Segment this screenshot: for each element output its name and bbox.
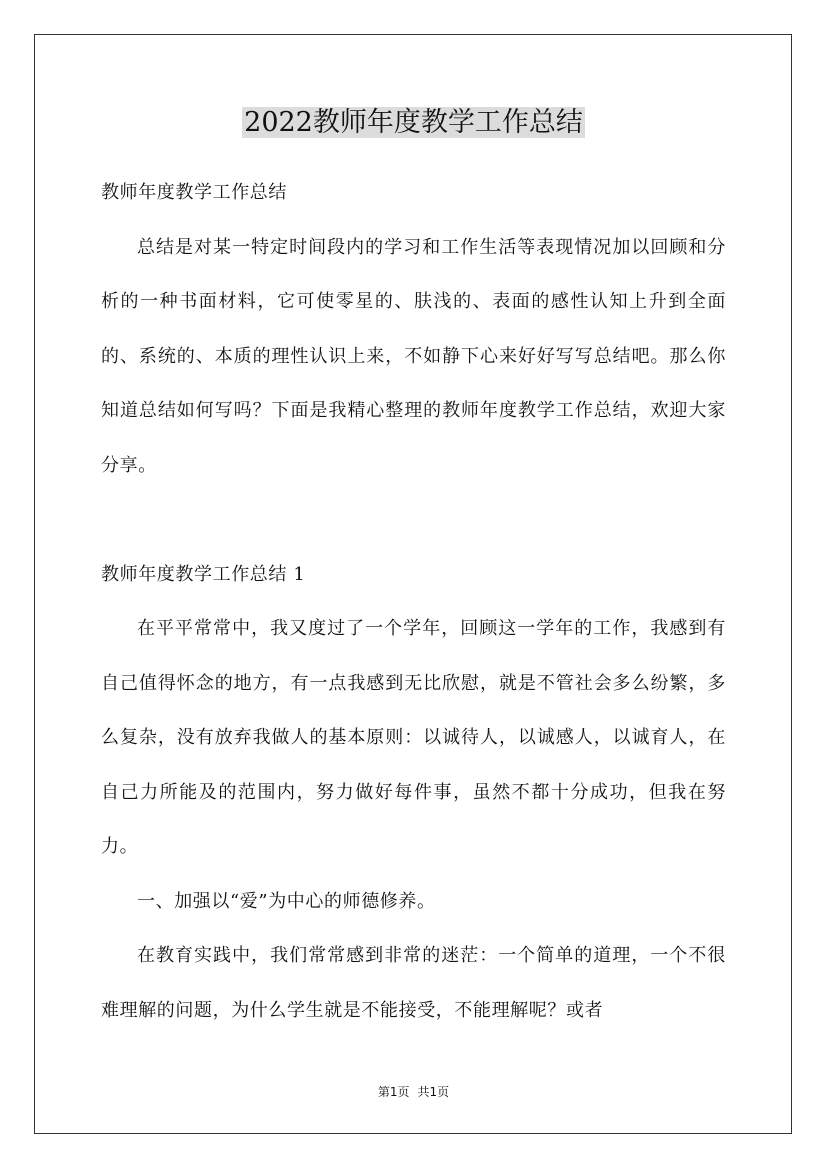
page-number-current: 第1页 bbox=[377, 1085, 410, 1099]
page-number-total: 共1页 bbox=[417, 1085, 450, 1099]
document-body bbox=[101, 166, 726, 1038]
body-paragraph: 在教育实践中，我们常常感到非常的迷茫：一个简单的道理，一个不很难理解的问题，为什么学生就是不能接受，不能理解呢？或者 bbox=[101, 945, 726, 1021]
point-heading: 一、加强以“爱”为中心的师德修养。 bbox=[137, 890, 436, 912]
document-title-text: 2022教师年度教学工作总结 bbox=[244, 107, 583, 138]
body-paragraph: 在平平常常中，我又度过了一个学年，回顾这一学年的工作，我感到有自己值得怀念的地方，有一点我感到无比欣慰，就是不管社会多么纷繁，多么复杂，没有放弃我做人的基本原则：以诚待人，以诚感人，以诚育人，在自己力所能及的范围内，努力做好每件事，虽然不都十分成功，但我在努力。 bbox=[101, 618, 726, 857]
document-title bbox=[0, 103, 827, 143]
paragraph-spacer bbox=[101, 493, 726, 548]
section-heading: 教师年度教学工作总结 1 bbox=[101, 563, 306, 585]
page-footer bbox=[0, 1083, 827, 1101]
intro-paragraph: 总结是对某一特定时间段内的学习和工作生活等表现情况加以回顾和分析的一种书面材料，它可使零星的、肤浅的、表面的感性认知上升到全面的、系统的、本质的理性认识上来，不如静下心来好好写写总结吧。那么你知道总结如何写吗？下面是我精心整理的教师年度教学工作总结，欢迎大家分享。 bbox=[101, 236, 726, 476]
document-subtitle: 教师年度教学工作总结 bbox=[101, 182, 287, 203]
